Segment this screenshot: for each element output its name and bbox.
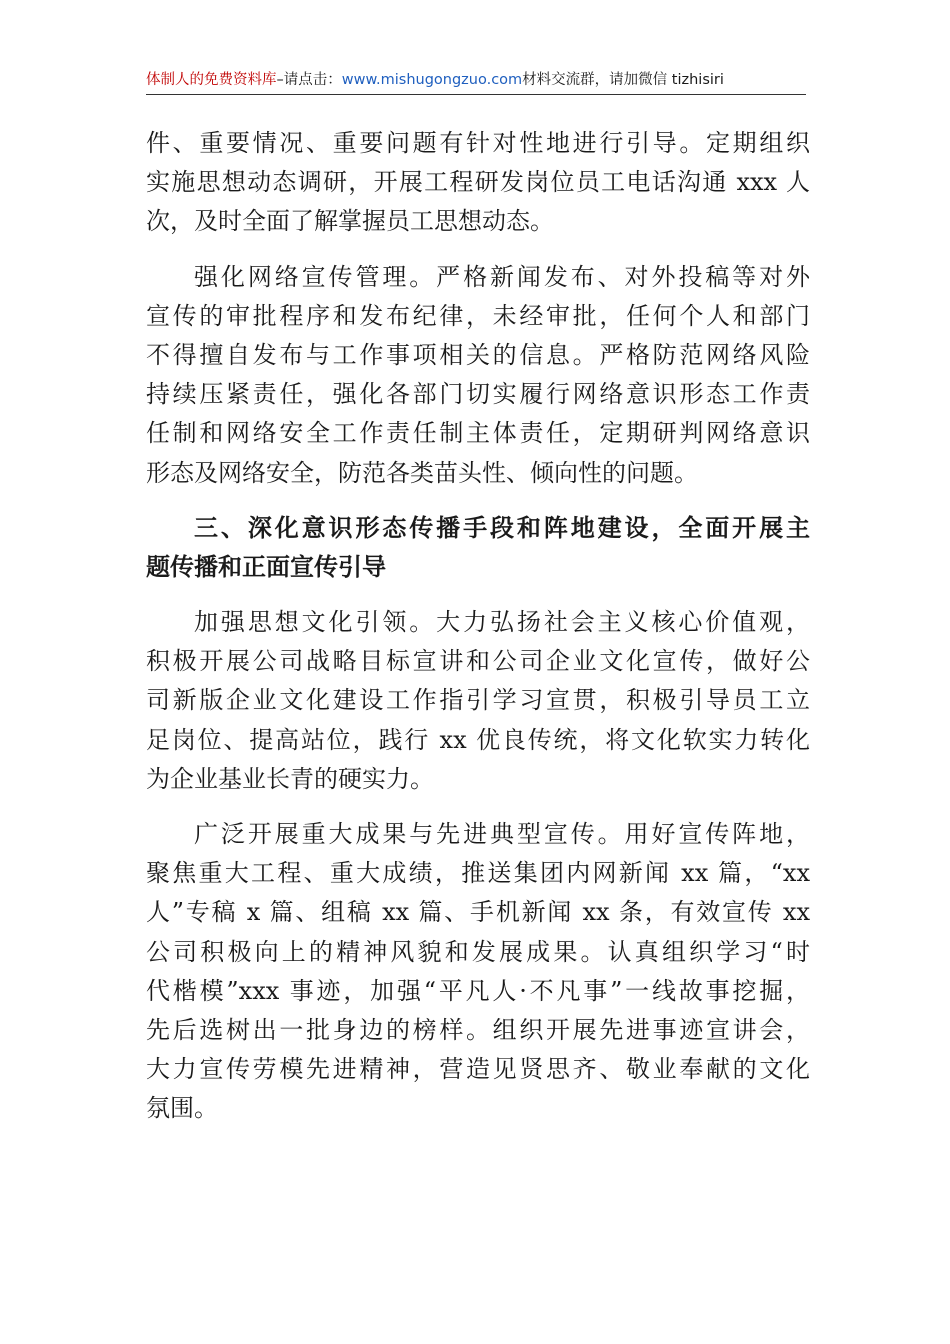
text-line: 次，及时全面了解掌握员工思想动态。	[146, 207, 554, 236]
text-line: 持续压紧责任，强化各部门切实履行网络意识形态工作责	[146, 380, 810, 409]
text-line: 宣传的审批程序和发布纪律，未经审批，任何个人和部门	[146, 301, 810, 330]
paragraph-4	[146, 815, 810, 1129]
text-line: 代楷模”xxx 事迹，加强“平凡人·不凡事”一线故事挖掘，	[146, 976, 810, 1005]
text-line: 任制和网络安全工作责任制主体责任，定期研判网络意识	[146, 419, 810, 448]
text-line: 加强思想文化引领。大力弘扬社会主义核心价值观，	[194, 608, 810, 637]
text-line: 积极开展公司战略目标宣讲和公司企业文化宣传，做好公	[146, 647, 810, 676]
heading-line: 题传播和正面宣传引导	[146, 552, 386, 581]
header-contact-text: 材料交流群，请加微信 tizhisiri	[522, 72, 724, 88]
paragraph-2	[146, 258, 810, 493]
paragraph-1	[146, 124, 810, 242]
header-brand: 体制人的免费资料库	[146, 72, 277, 88]
header-separator: –请点击：	[276, 72, 342, 88]
text-line: 足岗位、提高站位，践行 xx 优良传统，将文化软实力转化	[146, 725, 810, 754]
text-line: 公司积极向上的精神风貌和发展成果。认真组织学习“时	[146, 937, 810, 966]
heading-line: 三、深化意识形态传播手段和阵地建设，全面开展主	[194, 513, 810, 542]
text-line: 实施思想动态调研，开展工程研发岗位员工电话沟通 xxx 人	[146, 168, 810, 197]
document-body	[146, 124, 810, 1145]
text-line: 形态及网络安全，防范各类苗头性、倾向性的问题。	[146, 458, 698, 487]
header-url-link[interactable]: www.mishugongzuo.com	[341, 72, 523, 88]
text-line: 为企业基业长青的硬实力。	[146, 764, 434, 793]
text-line: 司新版企业文化建设工作指引学习宣贯，积极引导员工立	[146, 686, 810, 715]
text-line: 大力宣传劳模先进精神，营造见贤思齐、敬业奉献的文化	[146, 1055, 810, 1084]
text-line: 不得擅自发布与工作事项相关的信息。严格防范网络风险	[146, 340, 810, 369]
text-line: 强化网络宣传管理。严格新闻发布、对外投稿等对外	[194, 262, 810, 291]
section-heading-3	[146, 509, 810, 587]
text-line: 人”专稿 x 篇、组稿 xx 篇、手机新闻 xx 条，有效宣传 xx	[146, 898, 810, 927]
text-line: 氛围。	[146, 1094, 218, 1123]
text-line: 聚焦重大工程、重大成绩，推送集团内网新闻 xx 篇，“xx	[146, 859, 810, 888]
paragraph-3	[146, 603, 810, 799]
text-line: 广泛开展重大成果与先进典型宣传。用好宣传阵地，	[194, 820, 810, 848]
text-line: 先后选树出一批身边的榜样。组织开展先进事迹宣讲会，	[146, 1015, 810, 1044]
text-line: 件、重要情况、重要问题有针对性地进行引导。定期组织	[146, 129, 810, 157]
page-header	[146, 68, 806, 95]
